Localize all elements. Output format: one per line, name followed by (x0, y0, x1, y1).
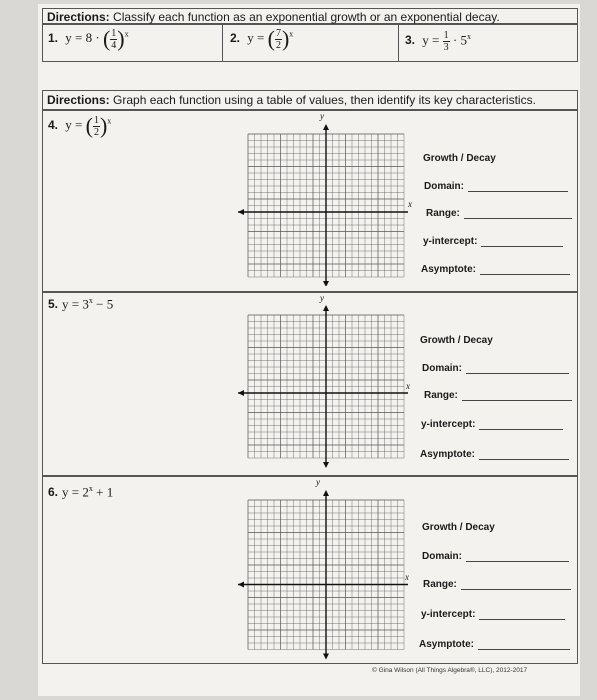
axis-arrowhead (238, 390, 244, 396)
axis-arrowhead (238, 209, 244, 215)
axis-arrowhead (238, 582, 244, 588)
axis-arrowhead (323, 124, 329, 130)
domain-field-5[interactable]: Domain: (422, 363, 569, 374)
section2-directions (47, 93, 536, 107)
coordinate-grid-6 (236, 490, 408, 660)
problem-2-number: 2. (230, 30, 241, 45)
asymptote-field-5[interactable]: Asymptote: (420, 449, 569, 460)
y-intercept-field-5[interactable]: y-intercept: (421, 419, 563, 430)
coordinate-grid-4 (236, 124, 408, 286)
asymptote-field-6[interactable]: Asymptote: (419, 639, 570, 650)
coordinate-grid-5 (236, 305, 408, 471)
problem-2: 2. y = ( $\frac{7}{2}$ )$^x$ (230, 26, 294, 51)
problem-divider-1 (222, 24, 223, 62)
y-intercept-field-6[interactable]: y-intercept: (421, 609, 565, 620)
copyright-credit: © Gina Wilson (All Things Algebra®, LLC), 2012-2017 (372, 667, 528, 674)
section2-directions-text: Graph each function using a table of values, then identify its key characteristics. (113, 93, 536, 107)
graph-problem-5-label: 5. $y = 3^x - 5$ (48, 296, 114, 312)
graph-problem-4-label: 4. y = ( $\frac{1}{2}$ )$^x$ (48, 113, 112, 138)
domain-field-4[interactable]: Domain: (424, 181, 568, 192)
growth-decay-4[interactable]: Growth / Decay (423, 153, 496, 164)
axis-arrowhead (323, 281, 329, 286)
section1-directions-label: Directions: (47, 10, 110, 24)
axis-x-label-6: x (405, 572, 409, 582)
problem-3-number: 3. (405, 33, 416, 48)
problem-1-lhs: y = 8 · (65, 29, 100, 45)
axis-x-label-4: x (408, 199, 412, 209)
section2-directions-label: Directions: (47, 93, 110, 107)
asymptote-field-4[interactable]: Asymptote: (421, 264, 570, 275)
axis-arrowhead (323, 654, 329, 660)
problem-3-lhs: y = (422, 32, 440, 48)
axis-arrowhead (323, 462, 329, 468)
axis-y-label-6: y (316, 477, 320, 487)
problem-3-fraction: $\frac{1}{3}$ (443, 30, 449, 53)
growth-decay-6[interactable]: Growth / Decay (422, 522, 495, 533)
range-field-4[interactable]: Range: (426, 208, 572, 219)
problem-1-fraction: $\frac{1}{4}$ (111, 27, 117, 51)
growth-decay-5[interactable]: Growth / Decay (420, 335, 493, 346)
range-field-5[interactable]: Range: (424, 390, 572, 401)
problem-2-lhs: y = (247, 29, 265, 45)
range-field-6[interactable]: Range: (423, 579, 571, 590)
axis-arrowhead (323, 305, 329, 311)
problem-1-number: 1. (48, 30, 59, 45)
problem-divider-2 (398, 24, 399, 62)
problem-2-fraction: $\frac{7}{2}$ (275, 27, 281, 51)
domain-field-6[interactable]: Domain: (422, 551, 569, 562)
problem-1: 1. y = 8 · ( $\frac{1}{4}$ )$^x$ (48, 26, 129, 51)
axis-y-label-5: y (320, 293, 324, 303)
section1-directions (47, 10, 500, 24)
section1-directions-text: Classify each function as an exponential growth or an exponential decay. (113, 10, 500, 24)
problem-3: 3. y = $\frac{1}{3}$ · $5^x$ (405, 30, 471, 53)
y-intercept-field-4[interactable]: y-intercept: (423, 236, 563, 247)
axis-arrowhead (323, 490, 329, 496)
axis-x-label-5: x (406, 381, 410, 391)
graph-problem-6-label: 6. $y = 2^x + 1$ (48, 484, 114, 500)
axis-y-label-4: y (320, 111, 324, 121)
